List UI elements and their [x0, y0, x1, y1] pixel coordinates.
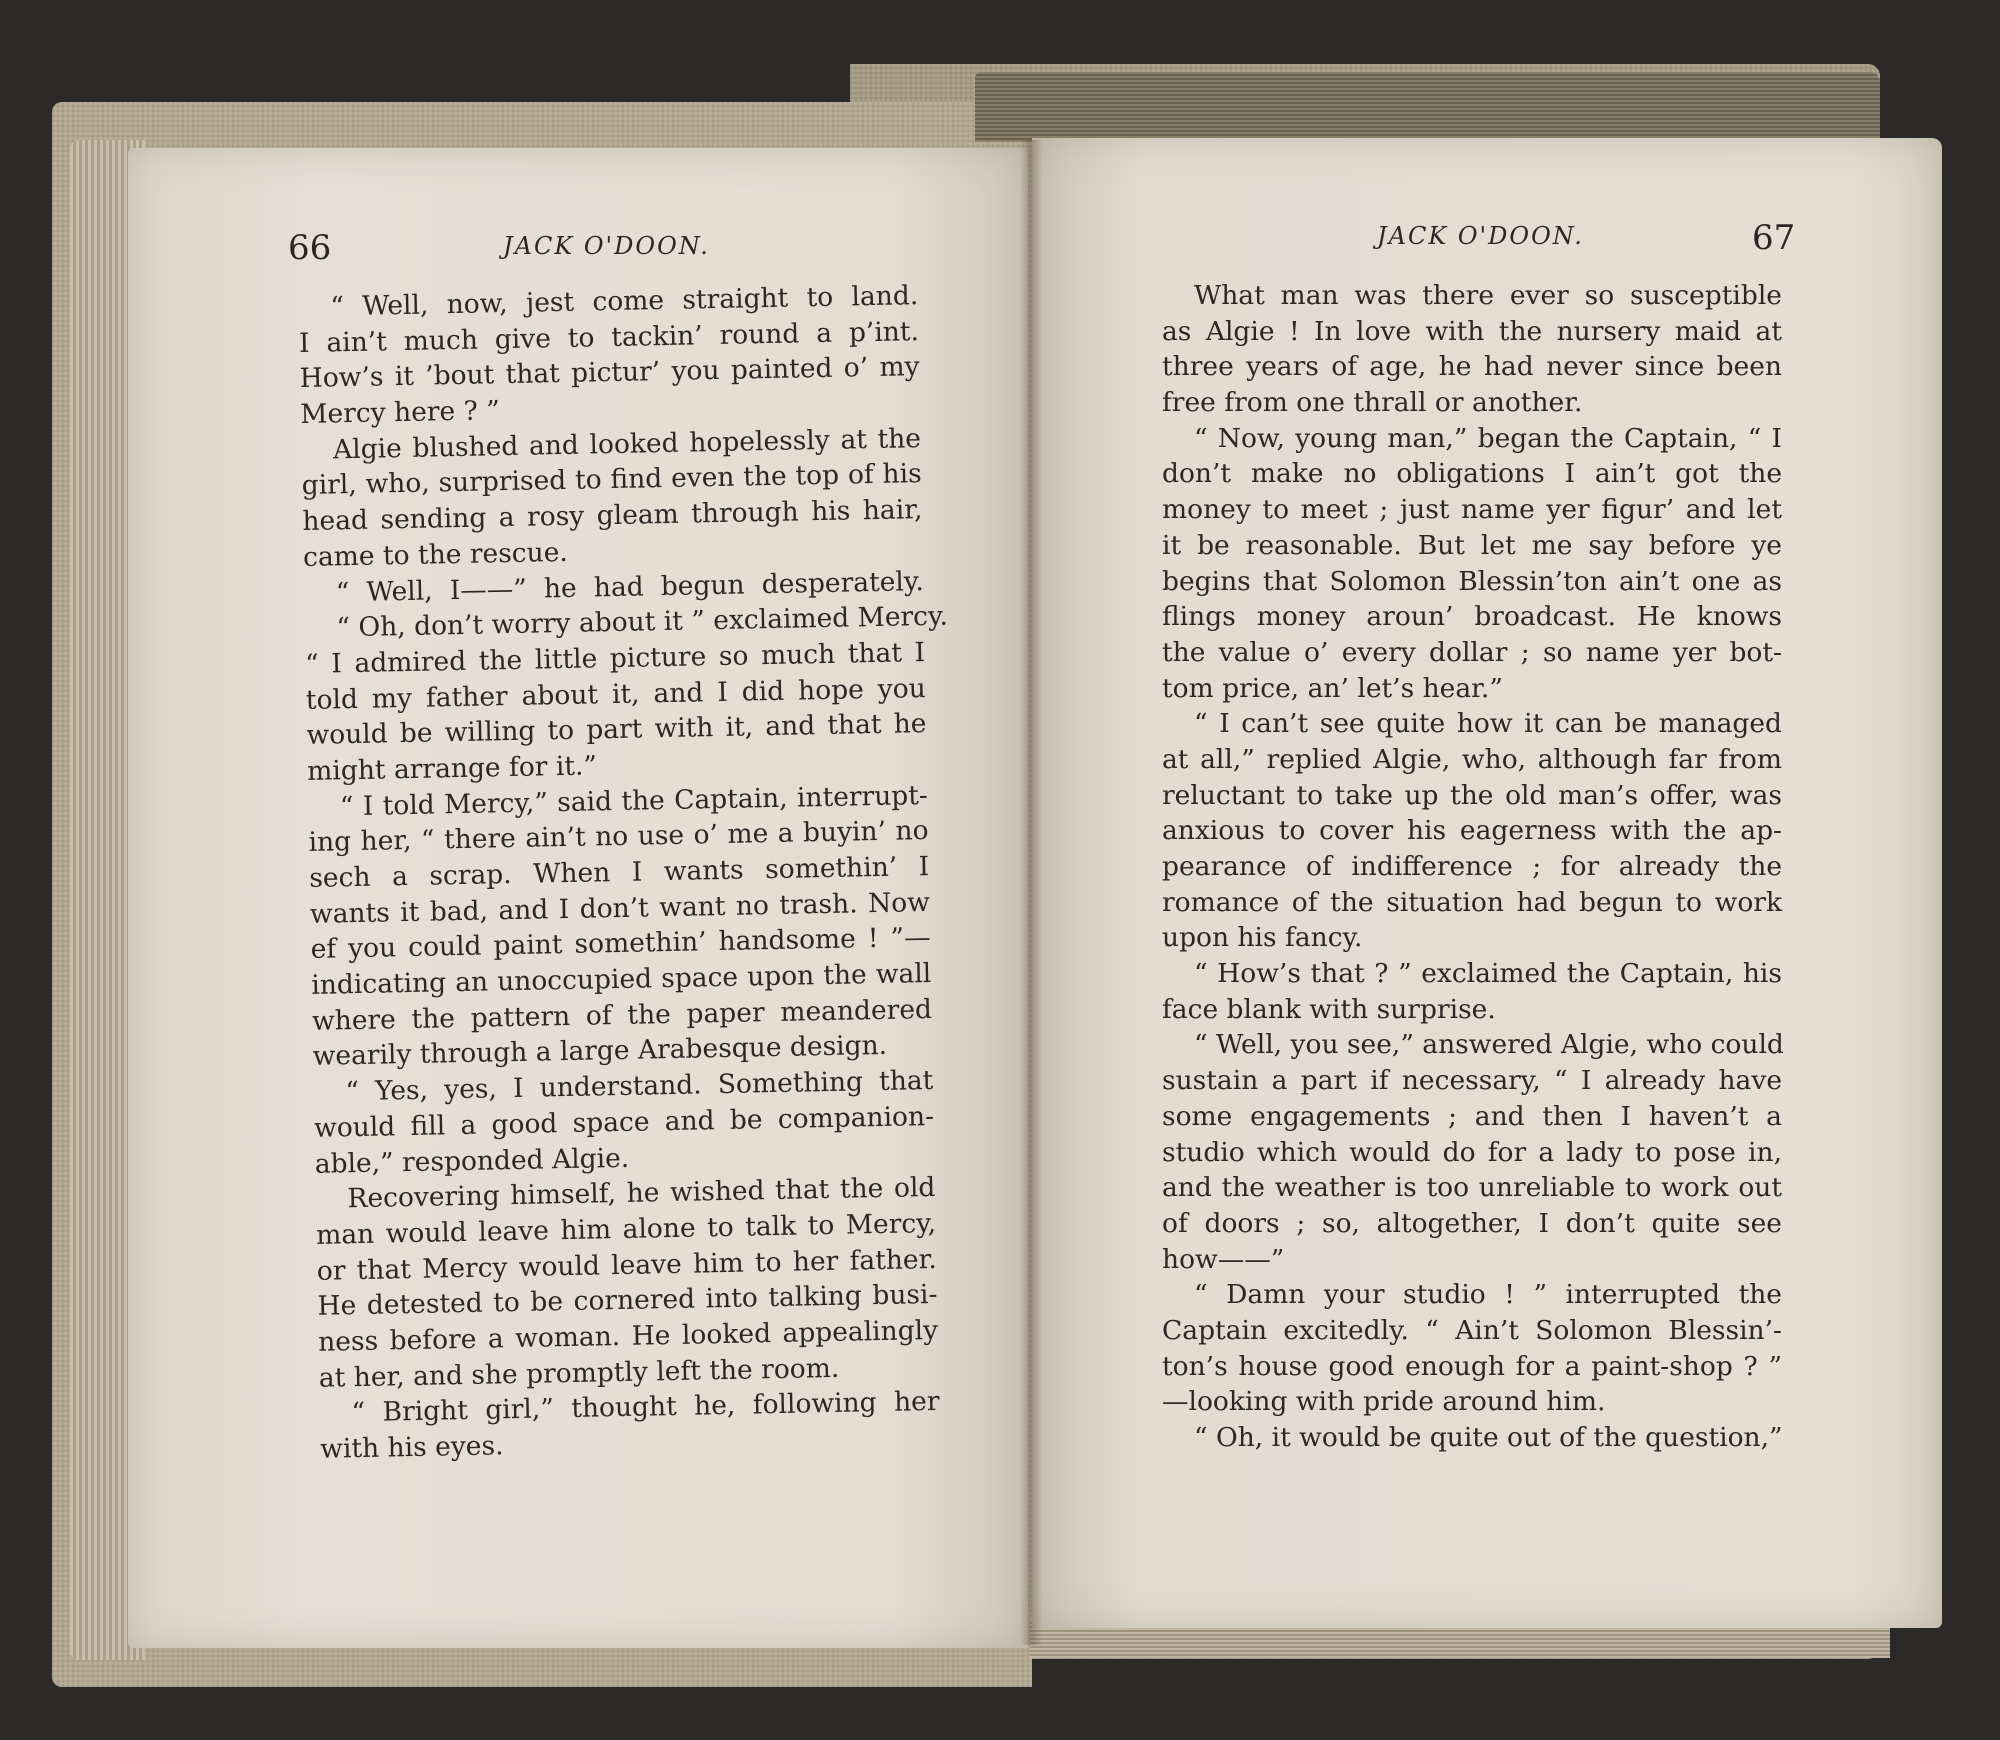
text-line: indicating an unoccupied space upon the wall	[311, 958, 932, 1001]
text-line: “ Now, young man,” began the Captain, “ I	[1194, 422, 1782, 454]
text-line: would fill a good space and be companion-	[313, 1100, 935, 1144]
text-line: three years of age, he had never since been	[1162, 351, 1782, 383]
text-line: might arrange for it.”	[306, 750, 598, 787]
text-line: as Algie ! In love with the nursery maid at	[1162, 315, 1782, 347]
text-line: “ Well, now, jest come straight to land.	[330, 280, 919, 323]
text-line: wants it bad, and I don’t want no trash. Now	[309, 886, 931, 930]
text-line: ness before a woman. He looked appealingly	[317, 1314, 939, 1358]
text-line: “ Well, you see,” answered Algie, who could	[1194, 1029, 1784, 1061]
text-line: Captain excitedly. “ Ain’t Solomon Blessin’-	[1162, 1314, 1782, 1346]
text-line: “ Yes, yes, I understand. Something that	[345, 1065, 934, 1108]
text-line: —looking with pride around him.	[1162, 1386, 1606, 1418]
text-line: with his eyes.	[319, 1430, 504, 1465]
text-line: “ Oh, it would be quite out of the question,”	[1194, 1422, 1783, 1453]
text-line: flings money aroun’ broadcast. He knows	[1162, 601, 1782, 633]
page-block-top-edge	[975, 72, 1880, 142]
text-line: some engagements ; and then I haven’t a	[1162, 1100, 1782, 1132]
running-head: JACK O'DOON.	[503, 232, 710, 260]
page-number: 67	[1752, 218, 1796, 258]
text-line: tom price, an’ let’s hear.”	[1162, 672, 1503, 704]
text-line: the value o’ every dollar ; so name yer bot-	[1162, 636, 1782, 668]
text-line: came to the rescue.	[302, 536, 569, 573]
text-line: studio which would do for a lady to pose in,	[1162, 1136, 1782, 1168]
text-line: “ Damn your studio ! ” interrupted the	[1194, 1279, 1782, 1311]
text-line: pearance of indifference ; for already the	[1162, 851, 1782, 882]
text-line: reluctant to take up the old man’s offer, was	[1162, 779, 1782, 811]
text-line: Mercy here ? ”	[300, 395, 501, 431]
text-line: How’s it ’bout that pictur’ you painted o’ my	[299, 351, 920, 395]
text-line: “ Bright girl,” thought he, following her	[351, 1386, 940, 1429]
text-line: romance of the situation had begun to work	[1162, 886, 1782, 918]
text-line: Algie blushed and looked hopelessly at the	[332, 422, 922, 466]
running-head: JACK O'DOON.	[1377, 222, 1584, 250]
text-line: free from one thrall or another.	[1162, 387, 1583, 419]
page-number: 66	[288, 228, 332, 268]
text-line: don’t make no obligations I ain’t got the	[1162, 458, 1782, 490]
left-page-text	[298, 278, 949, 1467]
text-line: money to meet ; just name yer figur’ and let	[1162, 494, 1782, 526]
text-line: sech a scrap. When I wants somethin’ I	[309, 850, 930, 894]
text-line: upon his fancy.	[1162, 922, 1363, 954]
text-line: of doors ; so, altogether, I don’t quite see	[1162, 1207, 1782, 1239]
text-line: girl, who, surprised to find even the top of his	[301, 458, 922, 502]
text-line: able,” responded Algie.	[314, 1142, 630, 1180]
text-line: at all,” replied Algie, who, although far from	[1162, 743, 1782, 775]
text-line: “ Oh, don’t worry about it ” exclaimed Mercy.	[336, 600, 949, 644]
text-line: Recovering himself, he wished that the old	[347, 1172, 936, 1215]
text-line: wearily through a large Arabesque design.	[312, 1030, 888, 1073]
right-page	[1032, 138, 1942, 1628]
text-line: I ain’t much give to tackin’ round a p’int.	[298, 315, 920, 359]
text-line: it be reasonable. But let me say before ye	[1162, 529, 1782, 561]
text-line: where the pattern of the paper meandered	[311, 993, 933, 1037]
text-line: ton’s house good enough for a paint-shop ? ”	[1162, 1350, 1782, 1382]
text-line: What man was there ever so susceptible	[1194, 280, 1782, 311]
text-line: told my father about it, and I did hope you	[305, 672, 927, 716]
text-line: anxious to cover his eagerness with the ap-	[1162, 815, 1782, 847]
text-line: or that Mercy would leave him to her father.	[316, 1243, 938, 1287]
text-line: “ Well, I——” he had begun desperately.	[335, 565, 925, 608]
text-line: man would leave him alone to talk to Mercy,	[315, 1207, 937, 1251]
text-line: ef you could paint somethin’ handsome ! ”—	[310, 922, 931, 966]
right-page-text	[1162, 278, 1782, 1456]
text-line: He detested to be cornered into talking busi-	[317, 1279, 938, 1323]
left-page	[128, 148, 1028, 1648]
text-line: and the weather is too unreliable to work out	[1162, 1172, 1782, 1204]
text-line: “ How’s that ? ” exclaimed the Captain, his	[1194, 958, 1782, 990]
text-line: begins that Solomon Blessin’ton ain’t one as	[1162, 565, 1782, 597]
text-line: “ I admired the little picture so much that I	[304, 636, 926, 680]
left-page-header	[128, 228, 1028, 278]
text-line: “ I can’t see quite how it can be managed	[1194, 708, 1782, 740]
text-line: face blank with surprise.	[1162, 993, 1496, 1025]
text-line: head sending a rosy gleam through his hair,	[302, 494, 923, 538]
text-line: ing her, “ there ain’t no use o’ me a buyin’ no	[308, 815, 929, 859]
text-line: at her, and she promptly left the room.	[318, 1352, 840, 1394]
right-page-header	[1032, 218, 1942, 268]
text-line: sustain a part if necessary, “ I already have	[1162, 1065, 1782, 1097]
text-line: “ I told Mercy,” said the Captain, interrupt-	[339, 779, 929, 822]
text-line: how——”	[1162, 1243, 1285, 1275]
book-gutter	[1020, 140, 1042, 1645]
text-line: would be willing to part with it, and that he	[306, 708, 927, 752]
